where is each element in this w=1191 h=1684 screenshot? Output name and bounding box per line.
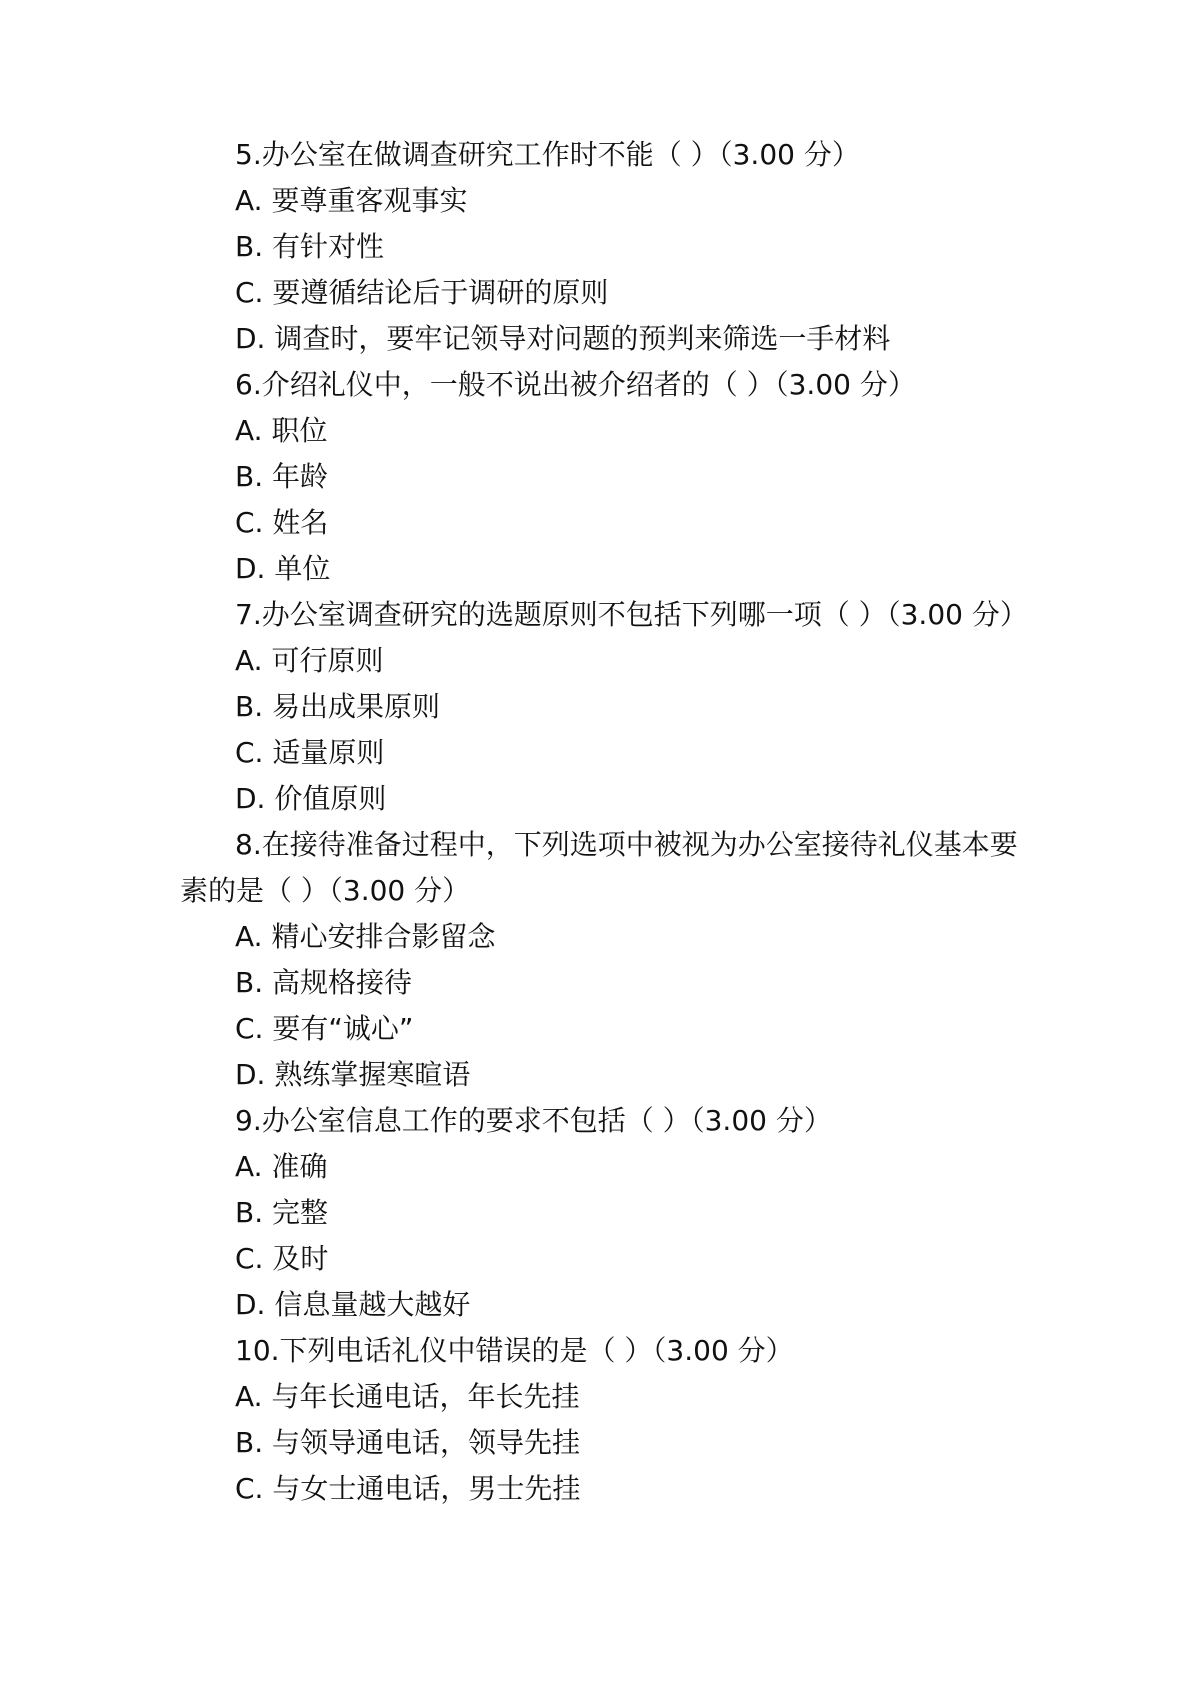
question-10-option-a: A. 与年长通电话，年长先挂: [235, 1380, 580, 1413]
question-10-option-c: C. 与女士通电话，男士先挂: [235, 1472, 581, 1505]
question-list: [180, 132, 1030, 1512]
question-7-option-c: C. 适量原则: [235, 736, 385, 769]
question-5: 5.办公室在做调查研究工作时不能（ ）（3.00 分）: [235, 138, 860, 171]
question-10-option-b: B. 与领导通电话，领导先挂: [235, 1426, 581, 1459]
question-7-option-b: B. 易出成果原则: [235, 690, 441, 723]
question-5-option-c: C. 要遵循结论后于调研的原则: [235, 276, 609, 309]
question-7-option-d: D. 价值原则: [235, 782, 387, 815]
question-10: 10.下列电话礼仪中错误的是（ ）（3.00 分）: [235, 1334, 794, 1367]
question-8-option-a: A. 精心安排合影留念: [235, 920, 496, 953]
question-8-option-d: D. 熟练掌握寒暄语: [235, 1058, 471, 1091]
question-9-option-c: C. 及时: [235, 1242, 329, 1275]
question-9-option-d: D. 信息量越大越好: [235, 1288, 471, 1321]
question-5-option-d: D. 调查时，要牢记领导对问题的预判来筛选一手材料: [235, 322, 891, 355]
question-8-option-b: B. 高规格接待: [235, 966, 413, 999]
question-6-option-b: B. 年龄: [235, 460, 329, 493]
question-7-option-a: A. 可行原则: [235, 644, 384, 677]
question-8: 8.在接待准备过程中，下列选项中被视为办公室接待礼仪基本要素的是（ ）（3.00 分）: [180, 828, 1018, 907]
question-6: 6.介绍礼仪中，一般不说出被介绍者的（ ）（3.00 分）: [235, 368, 916, 401]
question-5-option-a: A. 要尊重客观事实: [235, 184, 468, 217]
question-7: 7.办公室调查研究的选题原则不包括下列哪一项（ ）（3.00 分）: [235, 598, 1028, 631]
question-6-option-a: A. 职位: [235, 414, 328, 447]
question-6-option-d: D. 单位: [235, 552, 331, 585]
question-5-option-b: B. 有针对性: [235, 230, 385, 263]
question-9: 9.办公室信息工作的要求不包括（ ）（3.00 分）: [235, 1104, 832, 1137]
question-9-option-a: A. 准确: [235, 1150, 328, 1183]
question-9-option-b: B. 完整: [235, 1196, 329, 1229]
question-8-option-c: C. 要有“诚心”: [235, 1012, 414, 1045]
question-6-option-c: C. 姓名: [235, 506, 329, 539]
